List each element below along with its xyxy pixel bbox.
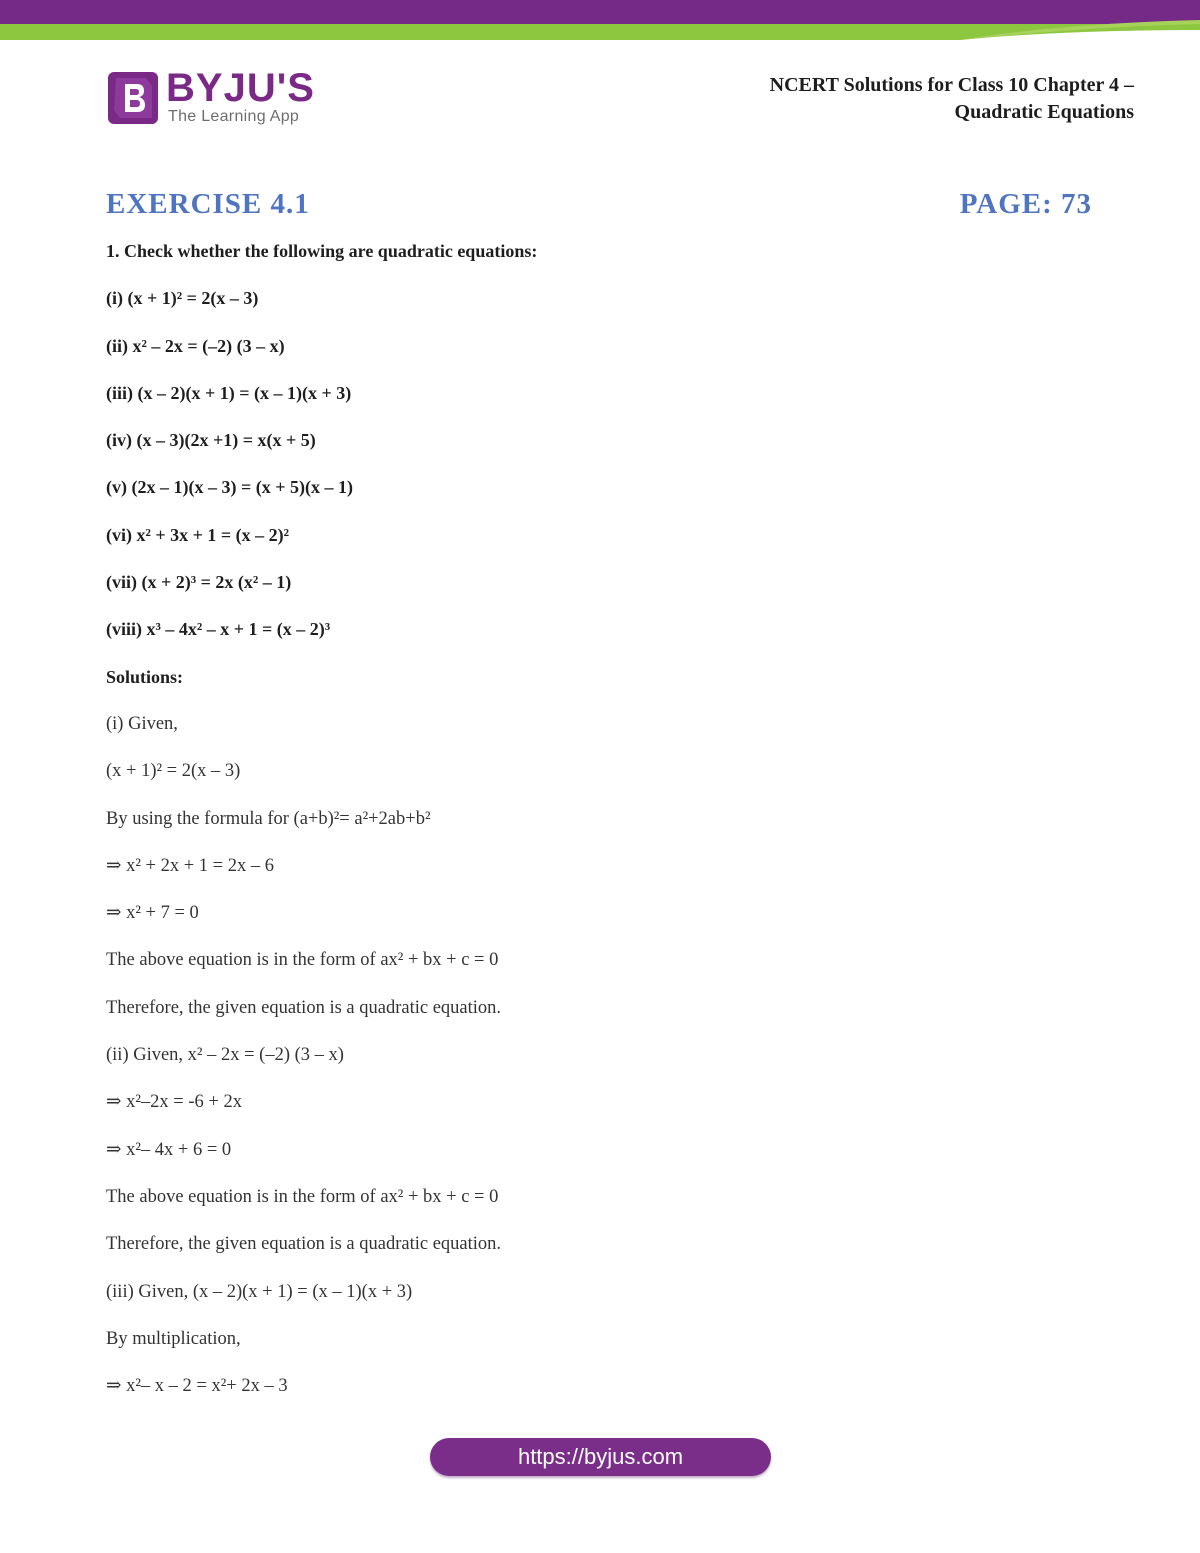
solution-line: (iii) Given, (x – 2)(x + 1) = (x – 1)(x + 3) (106, 1281, 413, 1302)
question-item: (vii) (x + 2)³ = 2x (x² – 1) (106, 572, 292, 593)
solutions-heading: Solutions: (106, 666, 184, 687)
question-item: (v) (2x – 1)(x – 3) = (x + 5)(x – 1) (106, 477, 353, 498)
question-item: (iv) (x – 3)(2x +1) = x(x + 5) (106, 430, 316, 451)
footer-url[interactable]: https://byjus.com (517, 1444, 684, 1469)
title-line-1: NCERT Solutions for Class 10 Chapter 4 – (769, 74, 1134, 96)
brand-tagline: The Learning App (168, 108, 300, 125)
question-item: (iii) (x – 2)(x + 1) = (x – 1)(x + 3) (106, 382, 352, 403)
question-item: (i) (x + 1)² = 2(x – 3) (106, 288, 259, 309)
page-number: PAGE: 73 (959, 188, 1092, 220)
header-color-bands (0, 0, 1200, 44)
solution-line: Therefore, the given equation is a quadratic equation. (106, 1234, 502, 1255)
question-item: (ii) x² – 2x = (–2) (3 – x) (106, 335, 285, 356)
question-item: (viii) x³ – 4x² – x + 1 = (x – 2)³ (106, 619, 331, 640)
brand-name: BYJU'S (166, 66, 315, 110)
solution-line: (i) Given, (106, 713, 178, 734)
solution-line: ⇒ x²–2x = -6 + 2x (106, 1092, 242, 1113)
title-line-2: Quadratic Equations (954, 101, 1134, 123)
exercise-heading: EXERCISE 4.1 (106, 188, 310, 220)
solution-line: (x + 1)² = 2(x – 3) (106, 761, 241, 782)
solution-line: ⇒ x²– x – 2 = x²+ 2x – 3 (106, 1376, 288, 1397)
byjus-logo (106, 66, 326, 130)
solution-line: ⇒ x² + 7 = 0 (106, 903, 199, 924)
solution-line: ⇒ x² + 2x + 1 = 2x – 6 (106, 855, 274, 876)
solution-line: By multiplication, (106, 1328, 241, 1349)
solution-line: Therefore, the given equation is a quadratic equation. (106, 997, 502, 1018)
solution-line: (ii) Given, x² – 2x = (–2) (3 – x) (106, 1045, 344, 1066)
solution-line: By using the formula for (a+b)²= a²+2ab+b² (106, 808, 431, 829)
footer-link-button[interactable] (430, 1438, 771, 1476)
question-heading: 1. Check whether the following are quadratic equations: (106, 241, 538, 261)
document-title (770, 72, 1134, 126)
byjus-logo-icon (106, 70, 160, 126)
solution-line: The above equation is in the form of ax² + bx + c = 0 (106, 950, 499, 971)
solution-line: The above equation is in the form of ax² + bx + c = 0 (106, 1186, 499, 1207)
question-item: (vi) x² + 3x + 1 = (x – 2)² (106, 524, 290, 545)
document-body (106, 237, 1106, 1419)
solution-line: ⇒ x²– 4x + 6 = 0 (106, 1139, 232, 1160)
